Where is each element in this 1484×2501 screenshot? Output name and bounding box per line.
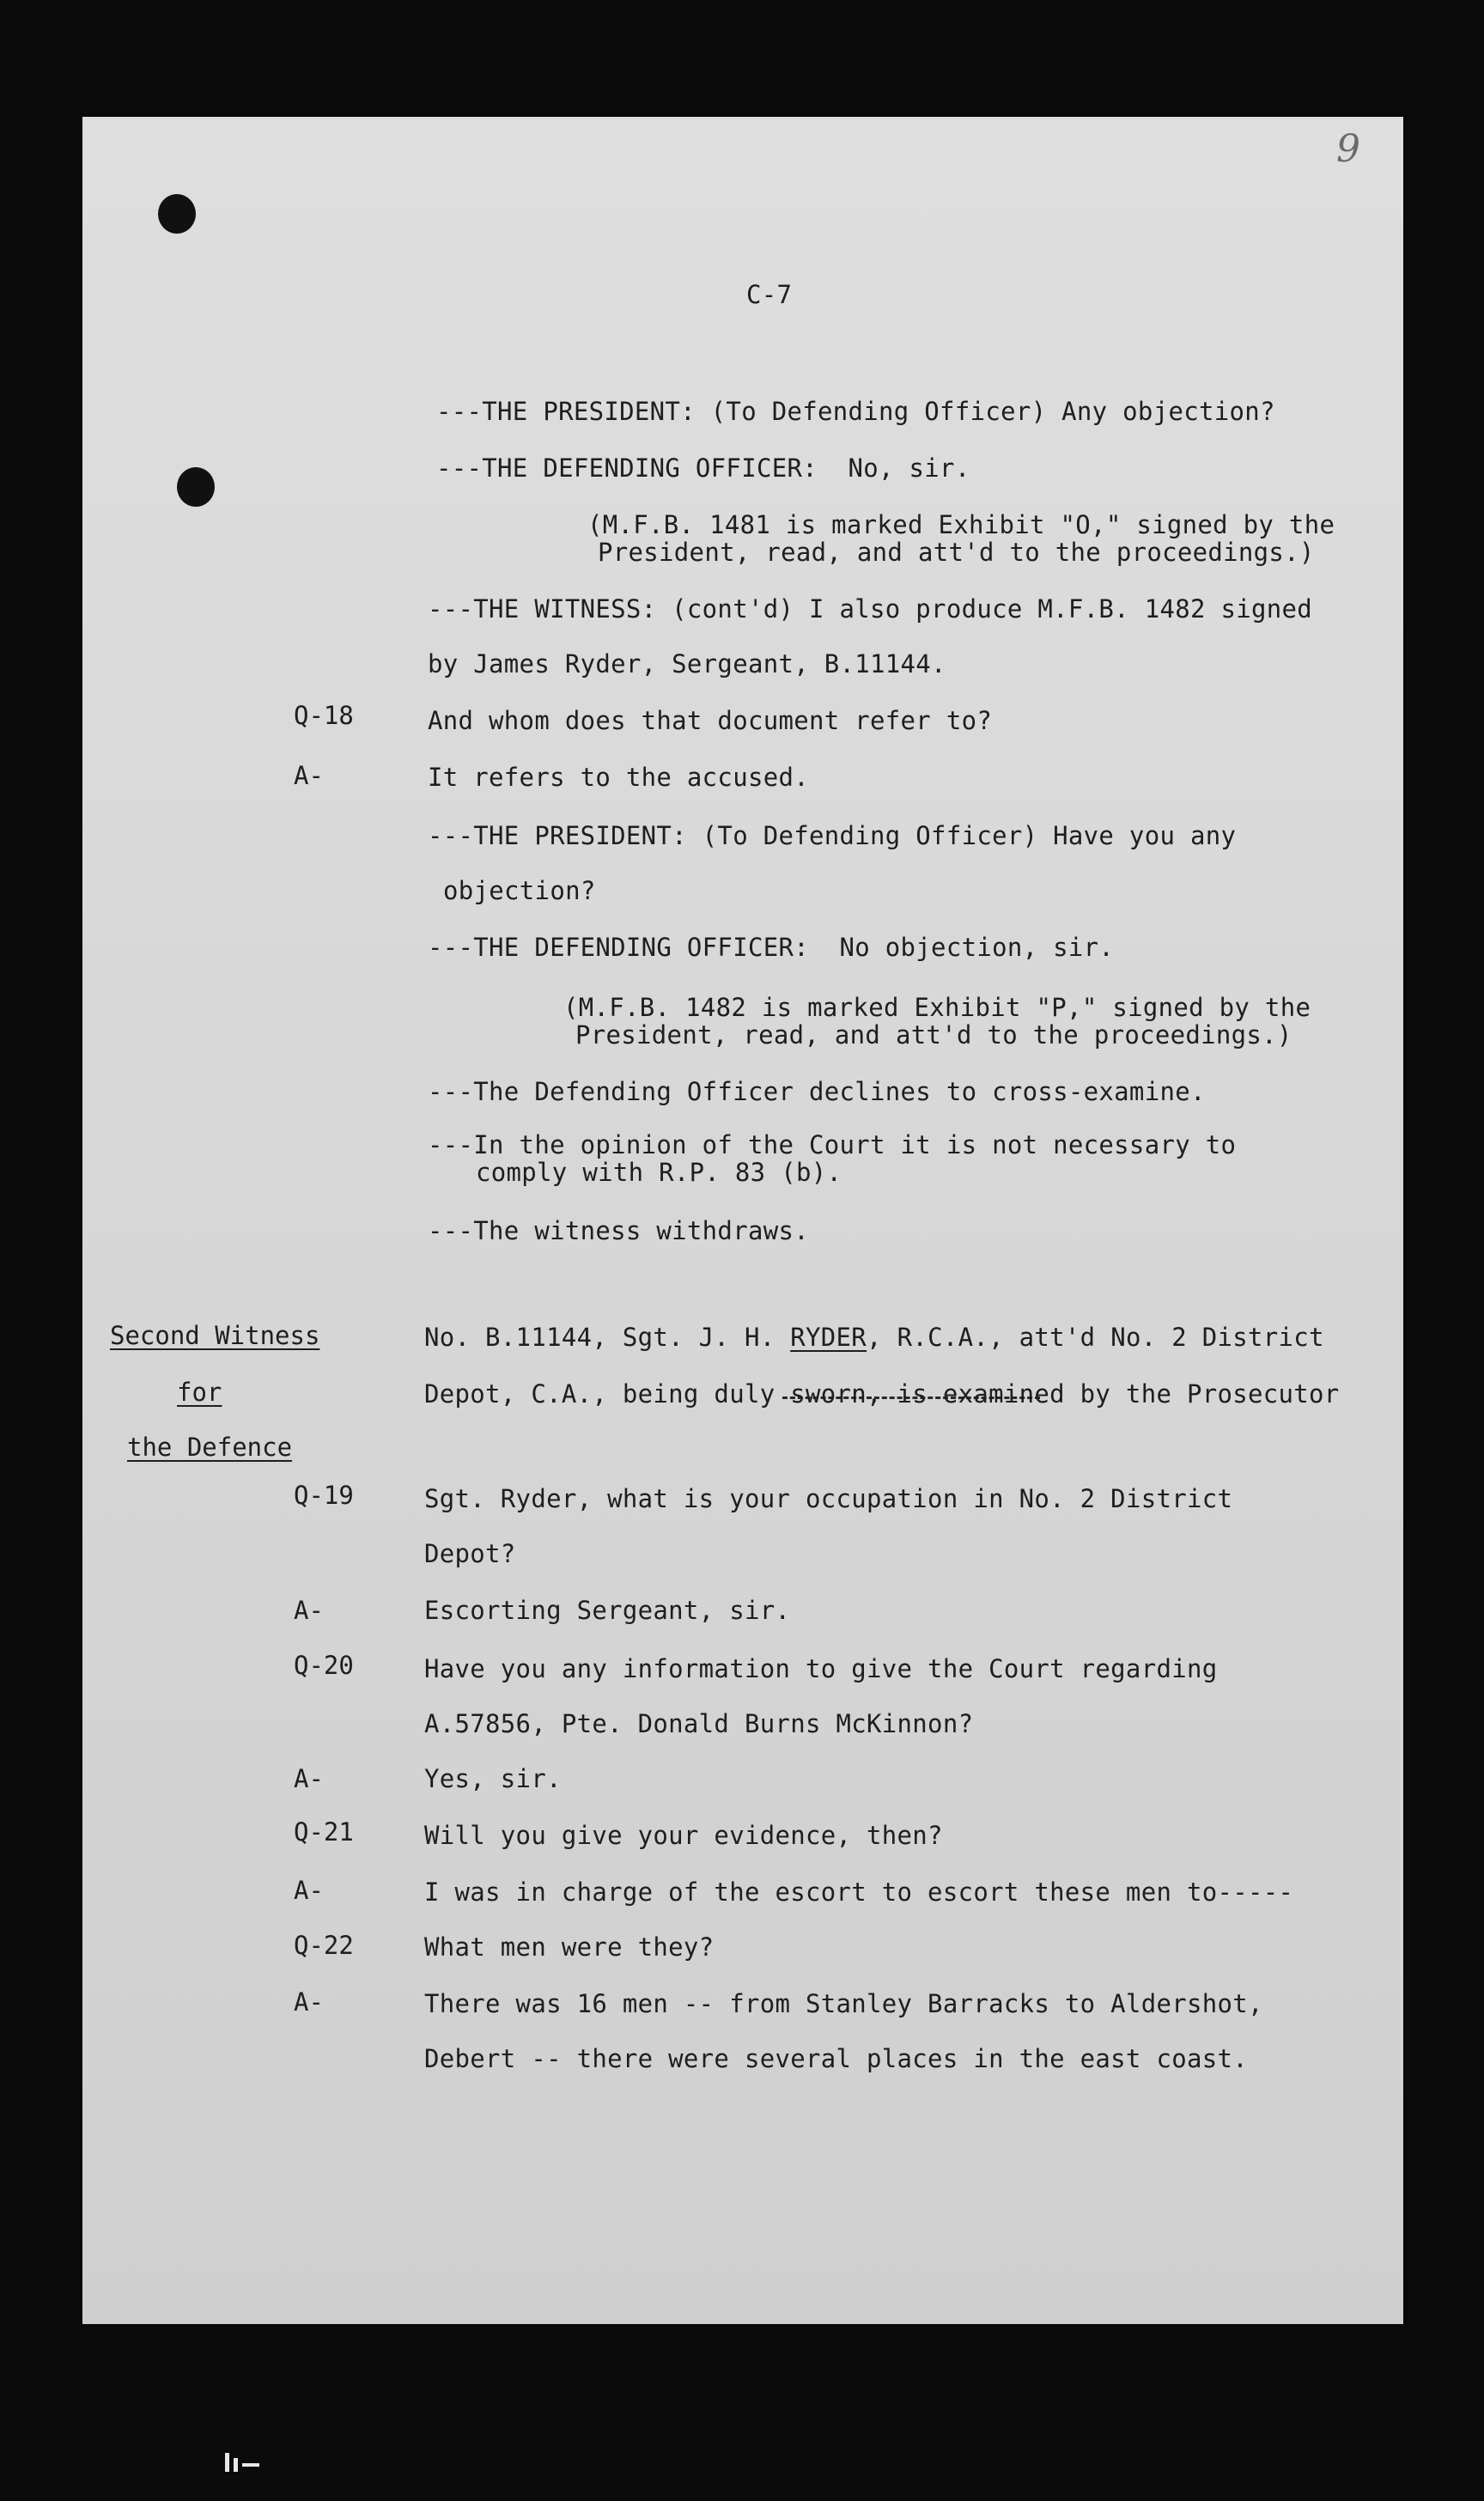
question-19: Sgt. Ryder, what is your occupation in No. 2 District — [424, 1484, 1233, 1513]
side-heading-for: for — [177, 1378, 222, 1407]
answer-21: I was in charge of the escort to escort these men to----- — [424, 1877, 1294, 1907]
film-edge-marks — [225, 2449, 277, 2475]
film-mark-3 — [242, 2463, 259, 2467]
question-18: And whom does that document refer to? — [428, 706, 993, 735]
question-20-cont: A.57856, Pte. Donald Burns McKinnon? — [424, 1709, 974, 1738]
line-court-opinion-2: comply with R.P. 83 (b). — [476, 1158, 842, 1187]
witness-intro-line-2: Depot, C.A., being duly sworn, is examined by the Prosecutor — [424, 1379, 1340, 1409]
side-heading-the-defence: the Defence — [127, 1433, 293, 1462]
film-mark-2 — [234, 2458, 238, 2472]
exhibit-p-note-1: (M.F.B. 1482 is marked Exhibit "P," signed by the — [563, 993, 1311, 1022]
answer-label-18: A- — [294, 761, 324, 790]
line-james-ryder: by James Ryder, Sergeant, B.11144. — [428, 649, 946, 678]
witness-name: RYDER — [790, 1323, 867, 1352]
document-page — [82, 117, 1403, 2324]
question-label-21: Q-21 — [294, 1817, 354, 1847]
line-court-opinion-1: ---In the opinion of the Court it is not necessary to — [428, 1130, 1237, 1159]
line-declines-cross-examine: ---The Defending Officer declines to cross-examine. — [428, 1077, 1206, 1106]
film-mark-1 — [225, 2453, 229, 2472]
question-label-20: Q-20 — [294, 1651, 354, 1680]
question-20: Have you any information to give the Court regarding — [424, 1654, 1218, 1683]
line-no-objection: ---THE DEFENDING OFFICER: No objection, sir. — [428, 933, 1115, 962]
line-objection: objection? — [443, 876, 596, 905]
witness-intro-line-1 — [424, 1323, 1324, 1352]
exhibit-o-note-1: (M.F.B. 1481 is marked Exhibit "O," signed by the — [587, 510, 1335, 539]
witness-intro-post: , R.C.A., att'd No. 2 District — [867, 1323, 1324, 1352]
line-defending-no-sir: ---THE DEFENDING OFFICER: No, sir. — [436, 453, 970, 483]
question-22: What men were they? — [424, 1932, 715, 1962]
exhibit-p-note-2: President, read, and att'd to the proceedings.) — [575, 1020, 1292, 1050]
answer-19: Escorting Sergeant, sir. — [424, 1596, 791, 1625]
question-label-18: Q-18 — [294, 701, 354, 730]
witness-intro-pre: No. B.11144, Sgt. J. H. — [424, 1323, 791, 1352]
line-witness-withdraws: ---The witness withdraws. — [428, 1216, 809, 1245]
exhibit-o-note-2: President, read, and att'd to the proceedings.) — [598, 538, 1315, 567]
answer-22: There was 16 men -- from Stanley Barracks to Aldershot, — [424, 1989, 1263, 2018]
answer-label-19: A- — [294, 1596, 324, 1625]
page-number: C-7 — [746, 280, 793, 309]
handwritten-folio-number: 9 — [1336, 127, 1360, 171]
answer-18: It refers to the accused. — [428, 763, 809, 792]
question-19-cont: Depot? — [424, 1539, 516, 1568]
answer-20: Yes, sir. — [424, 1764, 562, 1793]
answer-22-cont: Debert -- there were several places in the east coast. — [424, 2044, 1249, 2073]
line-witness-produce: ---THE WITNESS: (cont'd) I also produce M.F.B. 1482 signed — [428, 594, 1313, 624]
line-president-objection-2: ---THE PRESIDENT: (To Defending Officer) Have you any — [428, 821, 1237, 850]
question-label-19: Q-19 — [294, 1481, 354, 1510]
answer-label-22: A- — [294, 1987, 324, 2017]
answer-label-20: A- — [294, 1764, 324, 1793]
answer-label-21: A- — [294, 1876, 324, 1905]
punch-hole-top — [158, 194, 196, 234]
side-heading-second-witness: Second Witness — [110, 1321, 320, 1350]
question-21: Will you give your evidence, then? — [424, 1821, 943, 1850]
line-president-objection: ---THE PRESIDENT: (To Defending Officer) Any objection? — [436, 397, 1275, 426]
punch-hole-second — [177, 467, 215, 507]
question-label-22: Q-22 — [294, 1931, 354, 1960]
